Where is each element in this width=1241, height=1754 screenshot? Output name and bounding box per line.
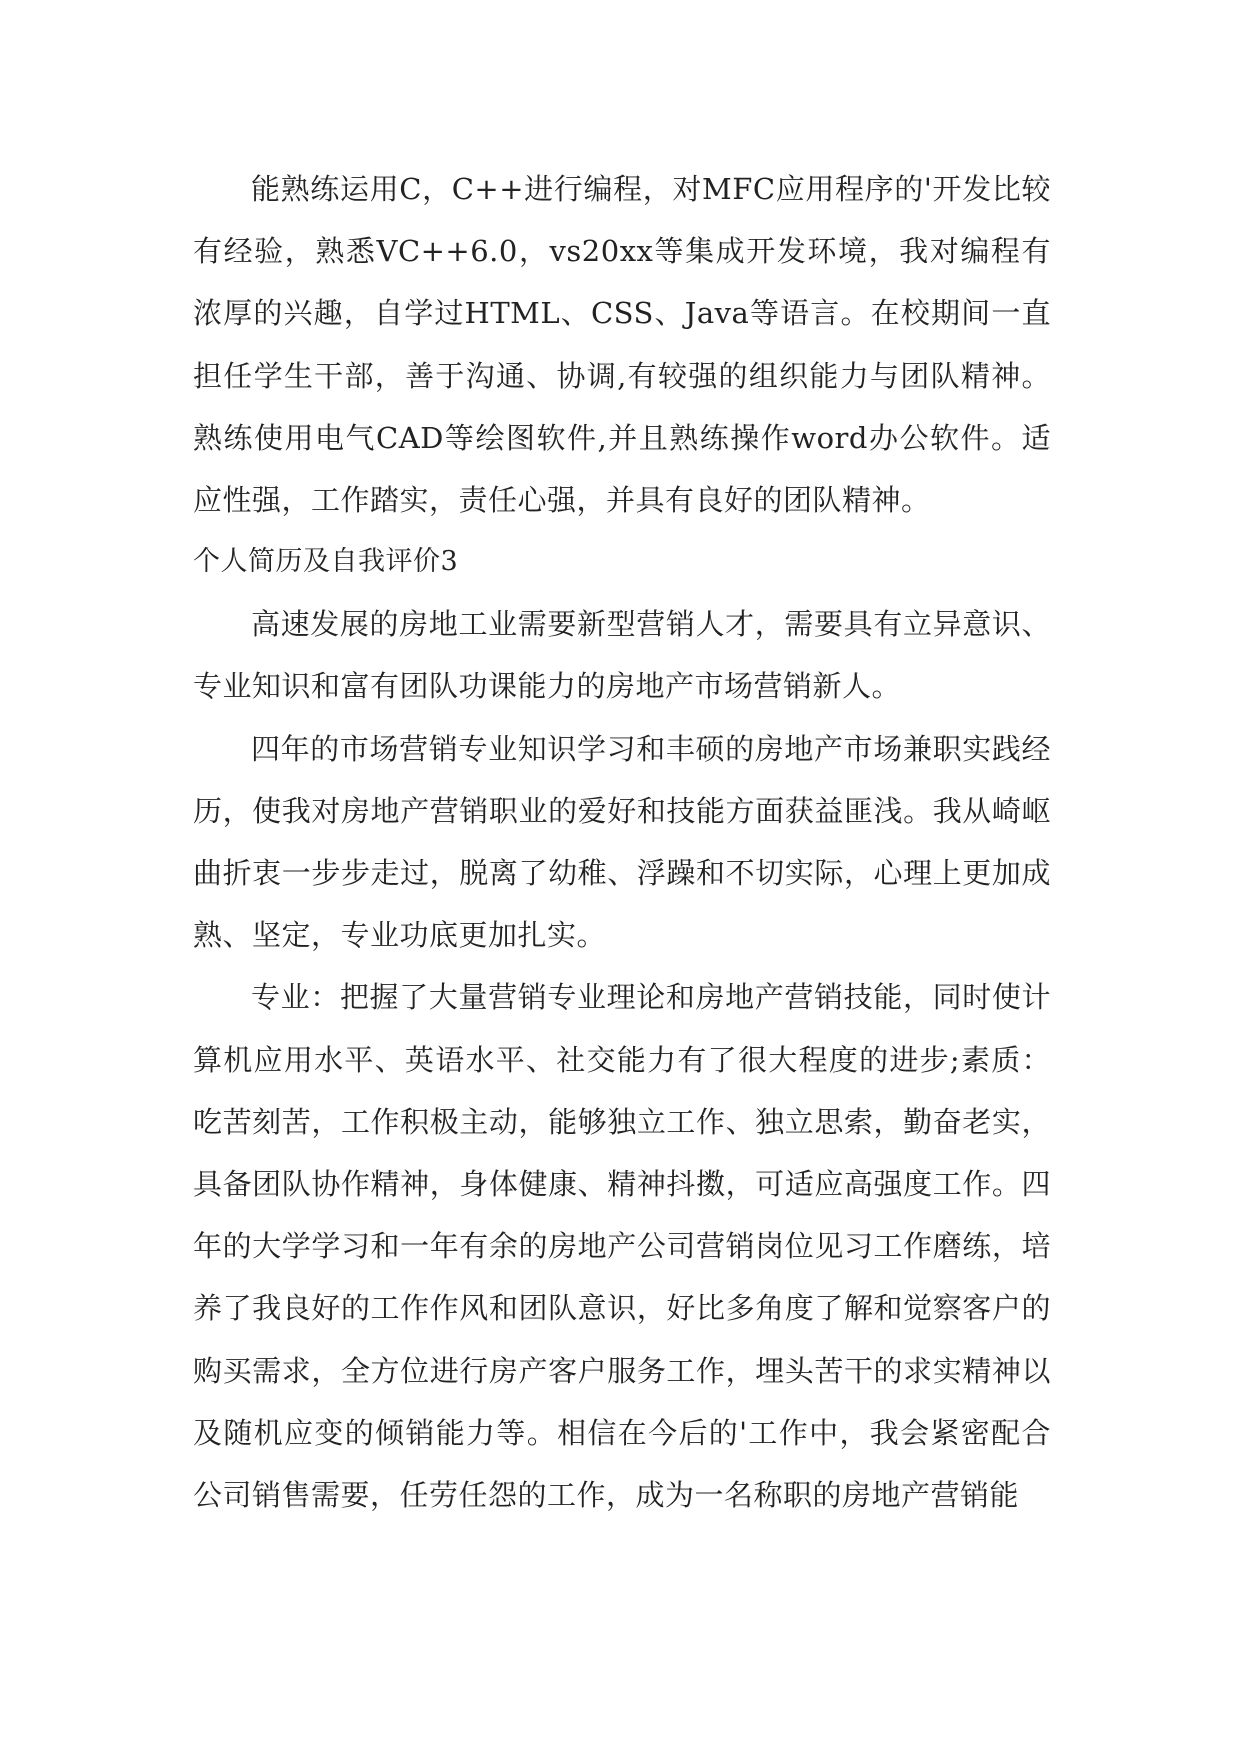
paragraph-intro: 高速发展的房地工业需要新型营销人才，需要具有立异意识、专业知识和富有团队功课能力的房地产市场营销新人。 — [193, 607, 1051, 704]
section-heading: 个人简历及自我评价3 — [193, 546, 459, 578]
paragraph-experience: 四年的市场营销专业知识学习和丰硕的房地产市场兼职实践经历，使我对房地产营销职业的爱好和技能方面获益匪浅。我从崎岖曲折衷一步步走过，脱离了幼稚、浮躁和不切实际，心理上更加成熟、坚定，专业功底更加扎实。 — [193, 731, 1051, 953]
paragraph-qualities: 专业：把握了大量营销专业理论和房地产营销技能，同时使计算机应用水平、英语水平、社交能力有了很大程度的进步;素质：吃苦刻苦，工作积极主动，能够独立工作、独立思索，勤奋老实，具备团队协作精神，身体健康、精神抖擞，可适应高强度工作。四年的大学学习和一年有余的房地产公司营销岗位见习工作磨练，培养了我良好的工作作风和团队意识，好比多角度了解和觉察客户的购买需求，全方位进行房产客户服务工作，埋头苦干的求实精神以及随机应变的倾销能力等。相信在今后的'工作中，我会紧密配合公司销售需要，任劳任怨的工作，成为一名称职的房地产营销能 — [193, 980, 1051, 1513]
paragraph-skills: 能熟练运用C，C++进行编程，对MFC应用程序的'开发比较有经验，熟悉VC++6.0，vs20xx等集成开发环境，我对编程有浓厚的兴趣，自学过HTML、CSS、Java等语言。在校期间一直担任学生干部，善于沟通、协调,有较强的组织能力与团队精神。熟练使用电气CAD等绘图软件,并且熟练操作word办公软件。适应性强，工作踏实，责任心强，并具有良好的团队精神。 — [193, 172, 1051, 518]
document-body — [193, 158, 1051, 1526]
